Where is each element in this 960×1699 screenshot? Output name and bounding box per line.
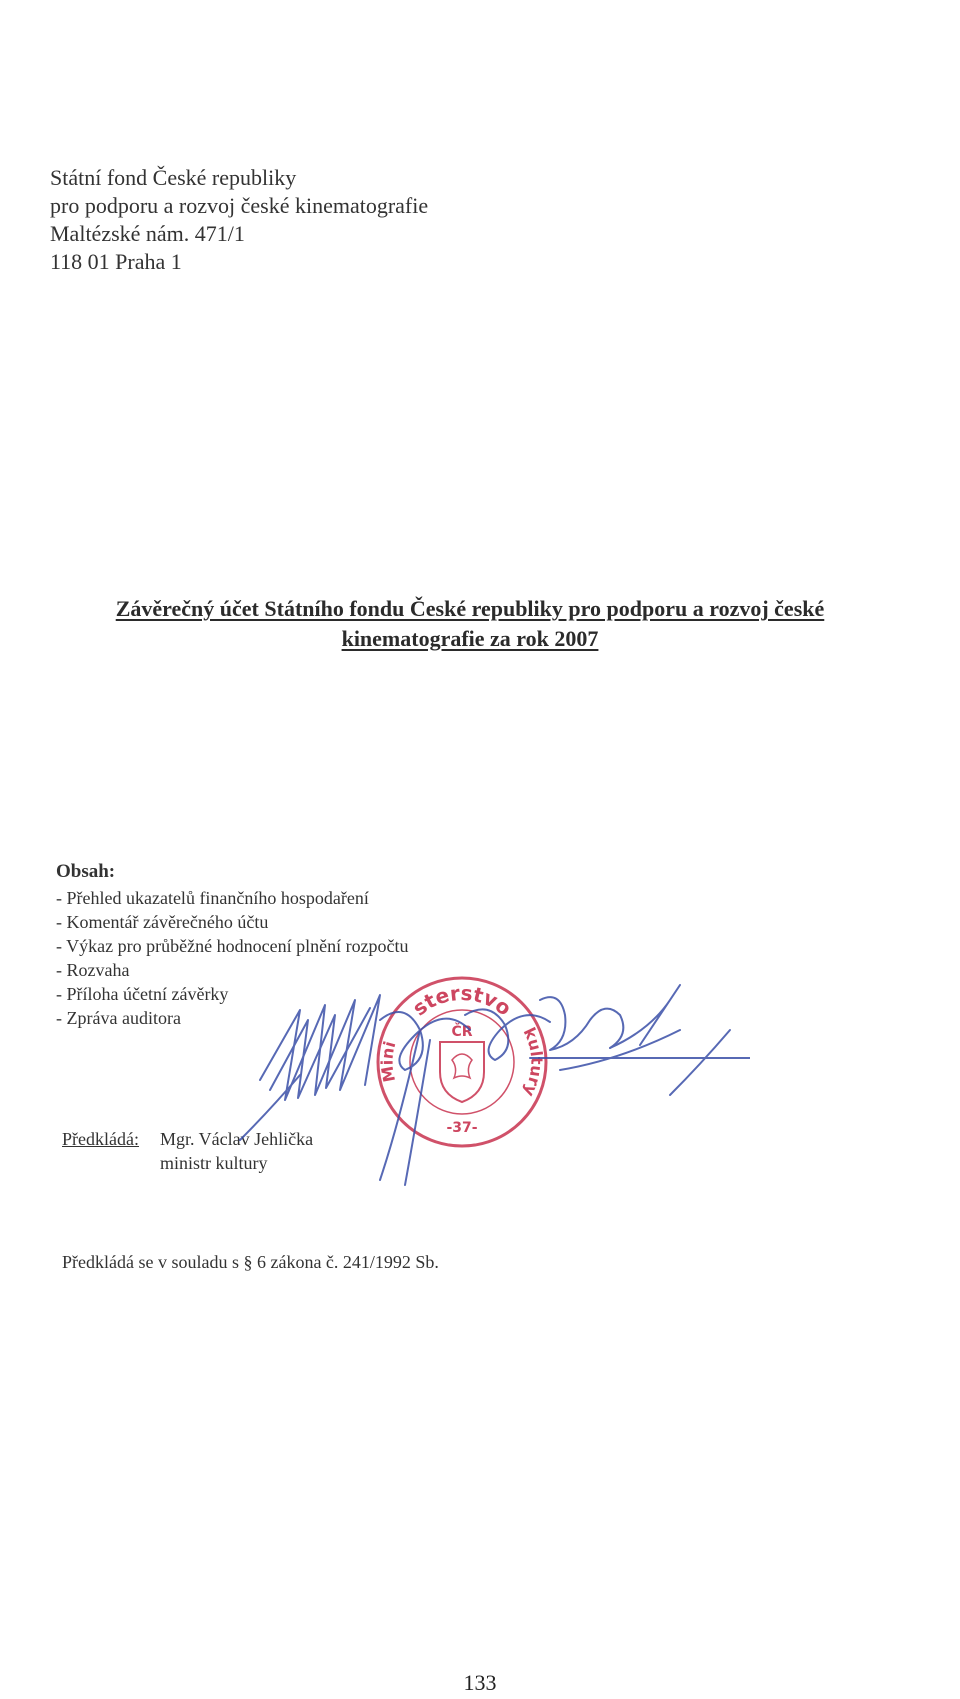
submitter-role: ministr kultury: [160, 1153, 268, 1173]
address-line-2: pro podporu a rozvoj české kinematografie: [50, 193, 429, 218]
stamp-top-text: sterstvo: [407, 980, 516, 1021]
sender-address: [50, 164, 428, 276]
title-line-1: Závěrečný účet Státního fondu České republiky pro podporu a rozvoj české: [115, 596, 825, 621]
toc-item: - Výkaz pro průběžné hodnocení plnění rozpočtu: [56, 936, 409, 956]
toc-item: - Příloha účetní závěrky: [56, 984, 229, 1004]
submission-label: Předkládá:: [62, 1129, 139, 1149]
toc-heading: Obsah:: [56, 861, 116, 882]
toc-item: - Komentář závěrečného účtu: [56, 912, 269, 932]
address-line-4: 118 01 Praha 1: [50, 249, 182, 274]
stamp-right-text: kultury: [519, 1024, 547, 1100]
page-number: 133: [463, 1670, 497, 1695]
stamp-bottom-text: -37-: [446, 1120, 478, 1136]
submitter-name: Mgr. Václav Jehlička: [160, 1129, 314, 1149]
address-line-1: Státní fond České republiky: [50, 165, 297, 190]
legal-note: Předkládá se v souladu s § 6 zákona č. 241/1992 Sb.: [62, 1252, 439, 1272]
document-title: [30, 594, 910, 654]
toc-item: - Zpráva auditora: [56, 1008, 181, 1028]
toc-item: - Rozvaha: [56, 960, 130, 980]
stamp-center-text: ČR: [451, 1024, 473, 1040]
handwritten-signature: [230, 960, 750, 1190]
address-line-3: Maltézské nám. 471/1: [50, 221, 245, 246]
stamp-left-text: Mini: [377, 1039, 400, 1084]
toc-item: - Přehled ukazatelů finančního hospodaření: [56, 888, 369, 908]
title-line-2: kinematografie za rok 2007: [341, 626, 599, 651]
